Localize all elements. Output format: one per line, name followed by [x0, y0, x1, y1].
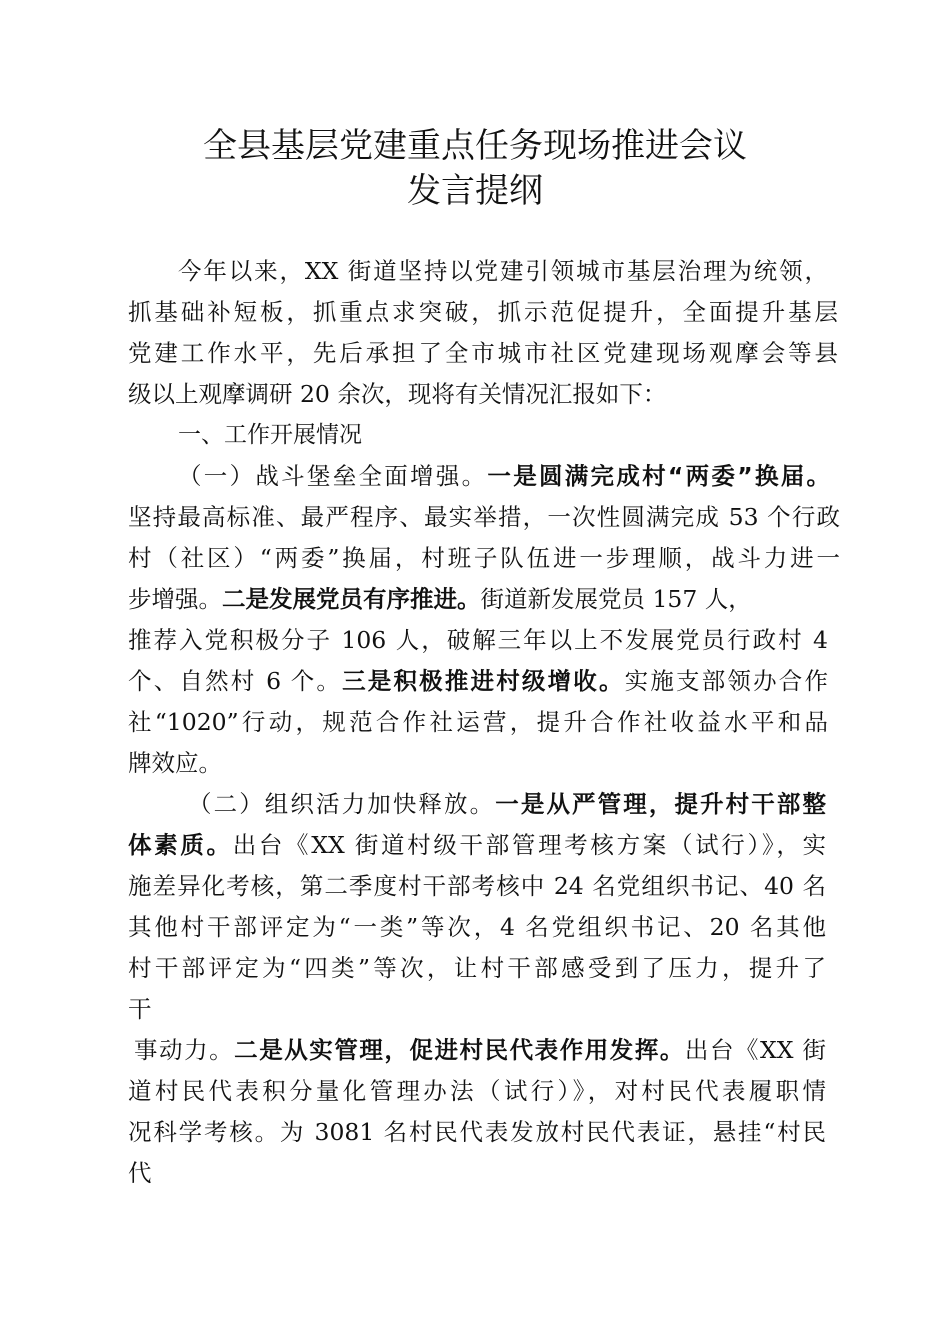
- text-segment: （二）组织活力加快释放。: [188, 790, 496, 818]
- body-line: [128, 1076, 826, 1106]
- text-segment: 街道新发展党员 157 人，: [480, 585, 752, 613]
- body-line: [134, 1035, 826, 1065]
- text-segment: 出台《XX 街: [684, 1036, 827, 1064]
- text-segment: 实施支部领办合作: [624, 667, 828, 695]
- body-line: [178, 256, 828, 286]
- body-line: [178, 461, 830, 491]
- body-line: [128, 625, 828, 655]
- text-segment: 道村民代表积分量化管理办法（试行）》，对村民代表履职情: [128, 1077, 826, 1105]
- bold-text-segment: 二是发展党员有序推进。: [222, 585, 481, 613]
- text-segment: 社“1020”行动，规范合作社运营，提升合作社收益水平和品: [128, 708, 828, 736]
- bold-text-segment: 二是从实管理，促进村民代表作用发挥。: [234, 1036, 685, 1064]
- body-line: [128, 502, 840, 532]
- text-segment: 牌效应。: [128, 749, 222, 777]
- body-line: [128, 584, 838, 614]
- body-line: [128, 707, 828, 737]
- body-line: [128, 871, 826, 901]
- body-line: [188, 789, 826, 819]
- bold-text-segment: 三是积极推进村级增收。: [342, 667, 625, 695]
- bold-text-segment: 一是圆满完成村“两委”换届。: [487, 462, 831, 490]
- text-segment: 干: [128, 995, 152, 1023]
- text-segment: 村（社区）“两委”换届，村班子队伍进一步理顺，战斗力进一: [128, 544, 840, 572]
- text-segment: 个、自然村 6 个。: [128, 667, 343, 695]
- document-title: 全县基层党建重点任务现场推进会议: [203, 126, 747, 166]
- body-line: [128, 748, 838, 778]
- body-line: [128, 1117, 826, 1147]
- body-line: [128, 338, 838, 368]
- text-segment: 一、工作开展情况: [178, 422, 362, 448]
- body-line: [128, 953, 826, 983]
- body-line: [128, 543, 840, 573]
- body-line: [128, 379, 838, 409]
- text-segment: 级以上观摩调研 20 余次，现将有关情况汇报如下：: [128, 380, 667, 408]
- body-line: [128, 297, 838, 327]
- body-line: [128, 830, 826, 860]
- text-segment: 其他村干部评定为“一类”等次，4 名党组织书记、20 名其他: [128, 913, 826, 941]
- text-segment: 代: [128, 1159, 152, 1187]
- body-line: [128, 1158, 838, 1188]
- text-segment: 党建工作水平，先后承担了全市城市社区党建现场观摩会等县: [128, 339, 838, 367]
- bold-text-segment: 一是从严管理，提升村干部整: [495, 790, 826, 818]
- text-segment: 出台《XX 街道村级干部管理考核方案（试行）》，实: [232, 831, 826, 859]
- section-heading: [178, 420, 888, 450]
- text-segment: 抓基础补短板，抓重点求突破，抓示范促提升，全面提升基层: [128, 298, 838, 326]
- body-line: [128, 994, 838, 1024]
- text-segment: （一）战斗堡垒全面增强。: [178, 462, 488, 490]
- text-segment: 事动力。: [134, 1036, 235, 1064]
- text-segment: 施差异化考核，第二季度村干部考核中 24 名党组织书记、40 名: [128, 872, 826, 900]
- text-segment: 坚持最高标准、最严程序、最实举措，一次性圆满完成 53 个行政: [128, 503, 840, 531]
- body-line: [128, 666, 828, 696]
- text-segment: 今年以来，XX 街道坚持以党建引领城市基层治理为统领，: [178, 257, 828, 285]
- text-segment: 步增强。: [128, 585, 222, 613]
- text-segment: 况科学考核。为 3081 名村民代表发放村民代表证，悬挂“村民: [128, 1118, 826, 1146]
- bold-text-segment: 体素质。: [128, 831, 233, 859]
- text-segment: 村干部评定为“四类”等次，让村干部感受到了压力，提升了: [128, 954, 826, 982]
- text-segment: 推荐入党积极分子 106 人，破解三年以上不发展党员行政村 4: [128, 626, 828, 654]
- body-line: [128, 912, 826, 942]
- document-subtitle: 发言提纲: [407, 171, 543, 211]
